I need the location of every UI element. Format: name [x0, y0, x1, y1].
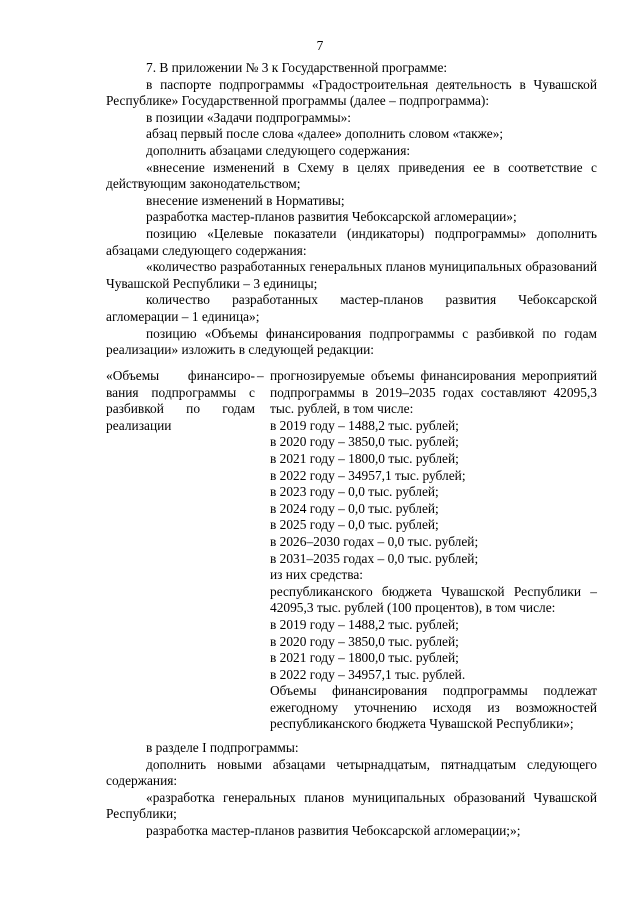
- budget-year-line: в 2020 году – 3850,0 тыс. рублей;: [270, 633, 459, 649]
- paragraph: абзац первый после слова «далее» дополнить словом «также»;: [146, 126, 504, 142]
- year-line: в 2024 году – 0,0 тыс. рублей;: [270, 500, 439, 516]
- year-line: в 2019 году – 1488,2 тыс. рублей;: [270, 417, 459, 433]
- paragraph: разработка мастер-планов развития Чебоксарской агломерации;»;: [146, 822, 521, 838]
- paragraph: «количество разработанных генеральных планов муниципальных образований Чувашской Республики – 3 единицы;: [106, 259, 597, 291]
- year-line: в 2026–2030 годах – 0,0 тыс. рублей;: [270, 533, 479, 549]
- paragraph: в позиции «Задачи подпрограммы»:: [146, 109, 351, 125]
- financing-content: [270, 368, 597, 733]
- year-line: в 2022 году – 34957,1 тыс. рублей;: [270, 467, 466, 483]
- financing-closing: Объемы финансирования подпрограммы подлежат ежегодному уточнению исходя из возможностей республиканского бюджета Чувашской Республики»;: [270, 683, 597, 732]
- label-line: разбивкой по годам: [106, 401, 255, 417]
- year-line: в 2021 году – 1800,0 тыс. рублей;: [270, 450, 459, 466]
- paragraph: «внесение изменений в Схему в целях приведения ее в соответствие с действующим законодательством;: [106, 159, 597, 192]
- paragraph: разработка мастер-планов развития Чебоксарской агломерации»;: [146, 209, 517, 225]
- paragraph: позицию «Целевые показатели (индикаторы) подпрограммы» дополнить абзацами следующего содержания:: [106, 225, 597, 258]
- year-line: в 2023 году – 0,0 тыс. рублей;: [270, 484, 439, 500]
- paragraph: в разделе I подпрограммы:: [146, 740, 299, 755]
- year-line: в 2025 году – 0,0 тыс. рублей;: [270, 517, 439, 533]
- paragraph: количество разработанных мастер-планов развития Чебоксарской агломерации – 1 единица»;: [106, 292, 597, 324]
- paragraph: позицию «Объемы финансирования подпрограммы с разбивкой по годам реализации» изложить в следующей редакции:: [106, 325, 597, 358]
- paragraph: в паспорте подпрограммы «Градостроительная деятельность в Чувашской Республике» Государственной программы (далее – подпрограмма):: [106, 76, 597, 109]
- financing-label: [106, 368, 255, 434]
- page-number: 7: [316, 38, 324, 53]
- funds-label: из них средства:: [270, 567, 364, 583]
- paragraph: 7. В приложении № 3 к Государственной программе:: [146, 60, 448, 75]
- label-line: «Объемы финансиро-: [106, 368, 255, 383]
- paragraph: дополнить новыми абзацами четырнадцатым, пятнадцатым следующего содержания:: [106, 756, 597, 789]
- paragraph: «разработка генеральных планов муниципальных образований Чувашской Республики;: [106, 789, 597, 822]
- budget-year-line: в 2019 году – 1488,2 тыс. рублей;: [270, 616, 459, 632]
- intro-text: [106, 60, 597, 359]
- paragraph: дополнить абзацами следующего содержания:: [146, 142, 411, 158]
- year-line: в 2031–2035 годах – 0,0 тыс. рублей;: [270, 550, 479, 566]
- outro-text: [106, 740, 597, 840]
- year-line: в 2020 году – 3850,0 тыс. рублей;: [270, 434, 459, 450]
- budget-year-line: в 2022 году – 34957,1 тыс. рублей.: [270, 666, 466, 682]
- budget-year-line: в 2021 году – 1800,0 тыс. рублей;: [270, 650, 459, 666]
- dash-separator: –: [257, 368, 264, 383]
- label-line: вания подпрограммы с: [106, 384, 255, 400]
- budget-intro: республиканского бюджета Чувашской Республики – 42095,3 тыс. рублей (100 процентов), в том числе:: [270, 583, 597, 616]
- paragraph: внесение изменений в Нормативы;: [146, 192, 345, 208]
- label-line: реализации: [106, 417, 172, 433]
- financing-intro: прогнозируемые объемы финансирования мероприятий подпрограммы в 2019–2035 годах составляют 42095,3 тыс. рублей, в том числе:: [270, 368, 597, 417]
